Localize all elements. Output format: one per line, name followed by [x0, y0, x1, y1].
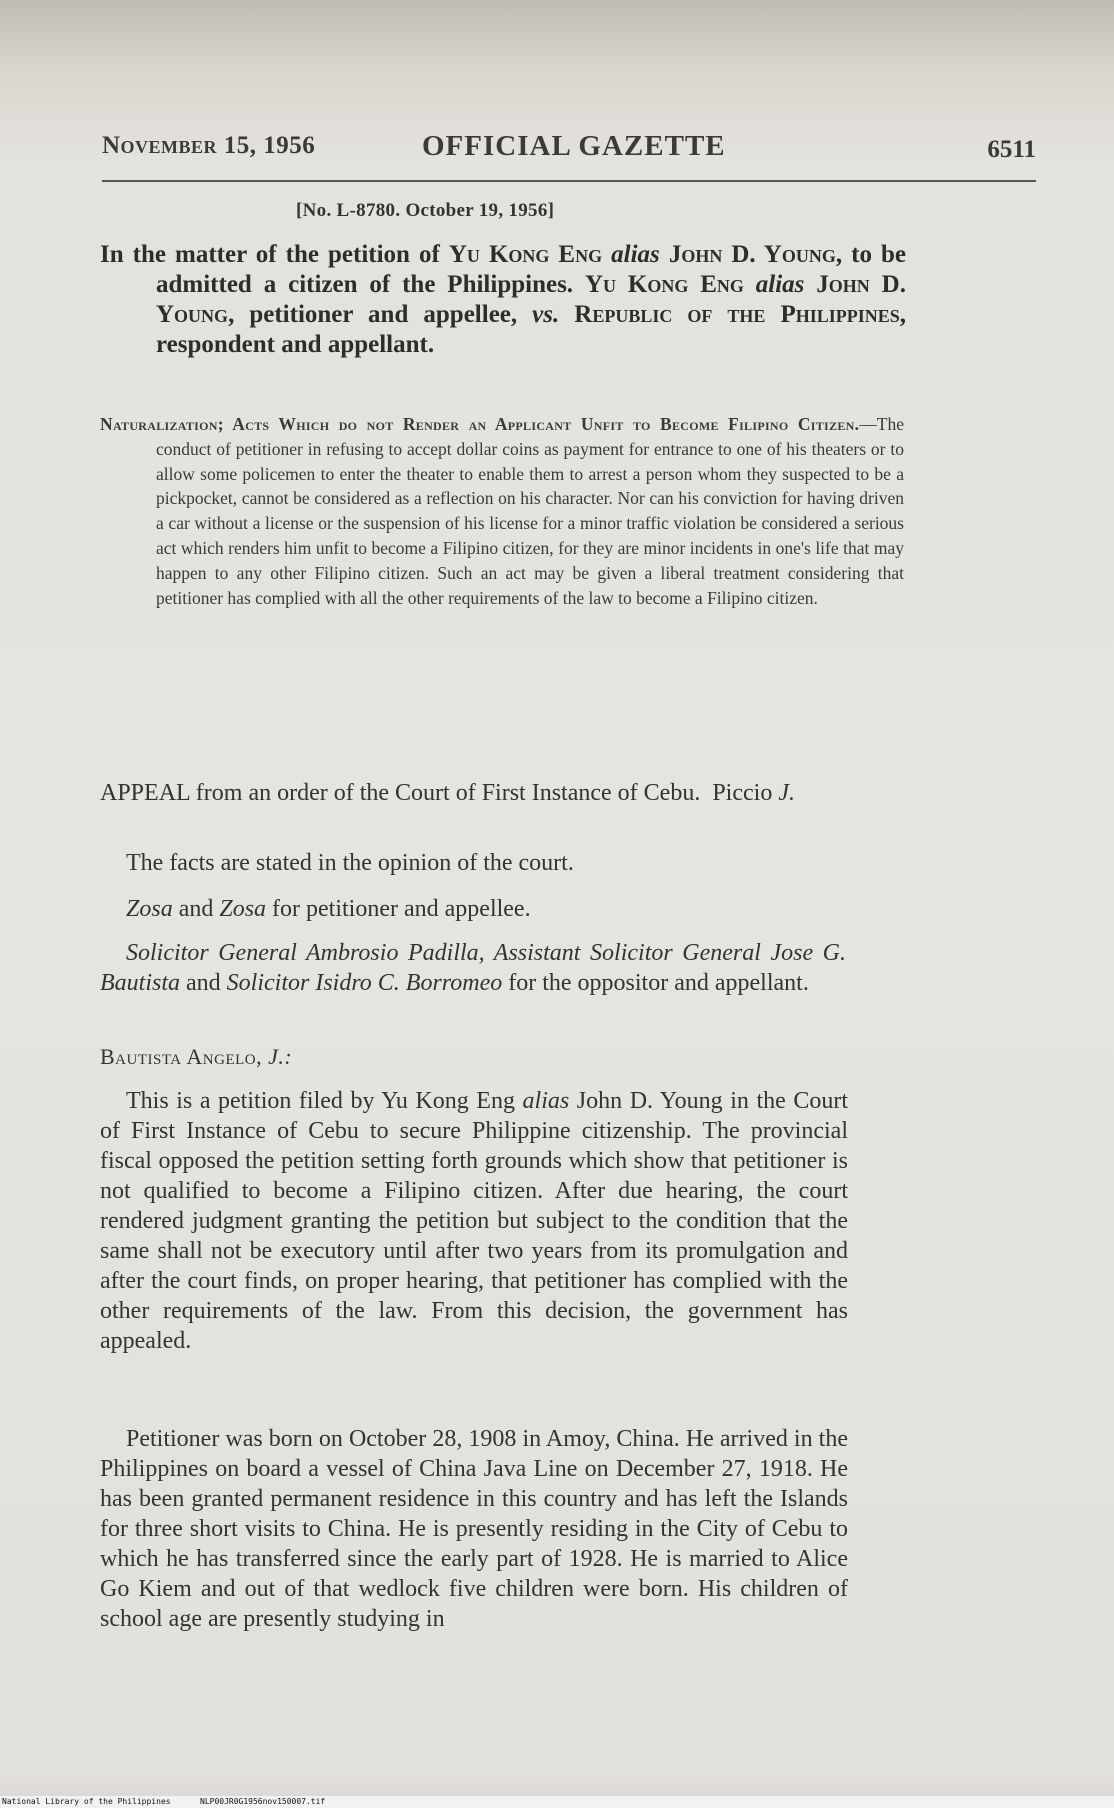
caption-alias: alias: [602, 241, 669, 268]
caption-text: , petitioner and appellee,: [228, 301, 533, 328]
counsel-name: Solicitor General Ambrosio Padilla, Assistant Solicitor General Jose G. Bautista: [100, 940, 846, 996]
header-rule: [102, 180, 1036, 182]
counsel-name: Zosa: [219, 896, 267, 922]
header-date: November 15, 1956: [102, 132, 316, 159]
counsel-name: Zosa: [126, 896, 173, 922]
appeal-judge-suffix: J.: [772, 780, 795, 806]
counsel-and: and: [172, 896, 220, 922]
counsel-oppositor: [100, 938, 846, 998]
scan-footer: [0, 1796, 1114, 1808]
counsel-name: Solicitor Isidro C. Borromeo: [226, 970, 503, 996]
caption-name: John D. Young: [156, 271, 906, 328]
caption-name: Republic of the Philippines: [574, 301, 900, 328]
syllabus-text: —The conduct of petitioner in refusing to accept dollar coins as payment for entrance to one of his theaters or to allow some policemen to enter the theater to enable them to arrest a person whom they suspected to be a pickpocket, cannot be considered as a reflection on his character. Nor can his conviction for having driven a car without a license or the suspension of his license for a minor traffic violation be considered a serious act which renders him unfit to become a Filipino citizen, for they are minor incidents in one's life that may happen to any other Filipino citizen. Such an act may be given a liberal treatment considering that petitioner has complied with all the other requirements of the law to become a Filipino citizen.: [156, 414, 904, 608]
running-header: [102, 132, 1036, 166]
ponente-name: Bautista Angelo,: [100, 1044, 263, 1069]
ponente: [100, 1044, 292, 1070]
counsel-petitioner: [126, 896, 846, 923]
ponente-suffix: J.:: [262, 1044, 293, 1069]
paragraph-text: This is a petition filed by Yu Kong Eng: [126, 1088, 523, 1114]
caption-text: , to be admitted a citizen of the Philippines.: [156, 241, 906, 298]
facts-statement: The facts are stated in the opinion of the court.: [126, 850, 574, 876]
appeal-text: APPEAL from an order of the Court of First Instance of Cebu.: [100, 780, 701, 806]
footer-file: NLP00JR0G1956nov150007.tif: [200, 1797, 326, 1806]
case-number: [No. L-8780. October 19, 1956]: [296, 200, 555, 221]
paragraph-text: John D. Young in the Court of First Instance of Cebu to secure Philippine citizenship. The provincial fiscal opposed the petition setting forth grounds which show that petitioner is not qualified to become a Filipino citizen. After due hearing, the court rendered judgment granting the petition but subject to the condition that the same shall not be executory until after two years from its promulgation and after the court finds, on proper hearing, that petitioner has complied with the other requirements of the law. From this decision, the government has appealed.: [100, 1088, 848, 1354]
footer-library: National Library of the Philippines: [2, 1797, 171, 1806]
page-number: 6511: [987, 136, 1036, 163]
caption-text: In the matter of the petition of: [100, 241, 449, 268]
caption-name: John D. Young: [668, 241, 836, 268]
case-caption: [100, 240, 906, 360]
paragraph-2: Petitioner was born on October 28, 1908 in Amoy, China. He arrived in the Philippines on board a vessel of China Java Line on December 27, 1918. He has been granted permanent residence in this country and has left the Islands for three short visits to China. He is presently residing in the City of Cebu to which he has transferred since the early part of 1928. He is married to Alice Go Kiem and out of that wedlock five children were born. His children of school age are presently studying in: [100, 1426, 848, 1632]
appeal-line: [100, 778, 900, 808]
paragraph-1: [100, 1086, 848, 1356]
syllabus: [100, 412, 904, 610]
caption-alias: alias: [743, 271, 817, 298]
counsel-role: for the oppositor and appellant.: [502, 970, 809, 996]
paragraph-alias: alias: [522, 1088, 570, 1114]
caption-vs: vs.: [532, 301, 560, 328]
counsel-role: for petitioner and appellee.: [266, 896, 531, 922]
caption-name: Yu Kong Eng: [584, 271, 744, 298]
caption-name: Yu Kong Eng: [448, 241, 603, 268]
header-title: OFFICIAL GAZETTE: [422, 130, 726, 162]
counsel-and: and: [180, 970, 227, 996]
syllabus-heading: Naturalization; Acts Which do not Render an Applicant Unfit to Become Filipino Citizen.: [100, 414, 860, 434]
caption-text: , respondent and appellant.: [156, 301, 906, 358]
appeal-judge: Piccio: [712, 780, 773, 806]
